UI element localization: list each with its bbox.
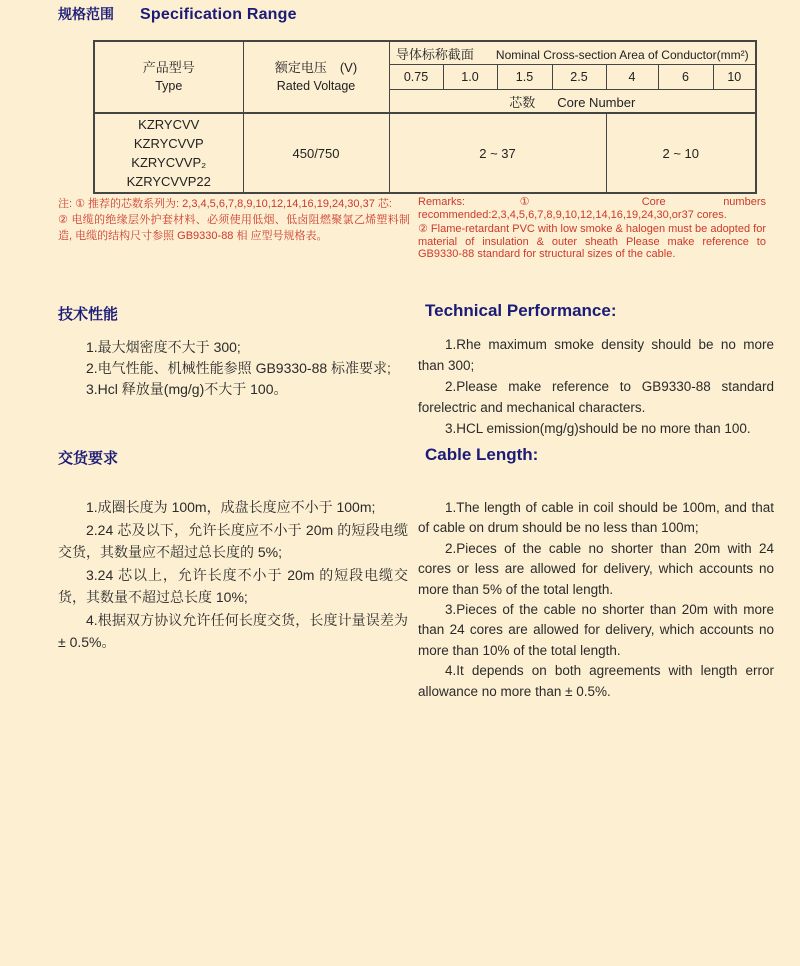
page-title — [58, 4, 297, 24]
tech-performance-list-zh — [58, 337, 406, 400]
col-header-cross-section-en: Nominal Cross-section Area of Conductor(mm²) — [495, 47, 749, 62]
col-header-type — [94, 41, 243, 113]
text-line: KZRYCVVP₂ — [131, 155, 207, 170]
delivery-heading-zh: 交货要求 — [58, 450, 119, 467]
text-line: 3.24 芯以上，允许长度不小于 20m 的短段电缆交货，其数量不超过总长度 10%; — [58, 566, 408, 605]
text-line: ② 电缆的绝缘层外护套材料、必须使用低烟、低卤阻燃聚氯乙烯塑料制造, 电缆的结构尺寸参照 GB9330-88 相 应型号规格表。 — [58, 214, 410, 242]
cable-length-list-en — [418, 498, 774, 702]
size-col-5: 6 — [658, 65, 713, 90]
text-line: 3.HCL emission(mg/g)should be no more than 100. — [445, 421, 751, 436]
core-range-large-sections: 2 ~ 10 — [606, 113, 756, 193]
text-line: KZRYCVVP22 — [126, 174, 211, 189]
text-line: 4.It depends on both agreements with length error allowance no more than ± 0.5%. — [418, 663, 774, 699]
text-line: 1.Rhe maximum smoke density should be no more than 300; — [418, 337, 774, 373]
col-header-voltage-en: Rated Voltage — [276, 79, 356, 93]
specification-table — [93, 40, 757, 194]
text-line: KZRYCVVP — [133, 136, 204, 151]
text-line: ② Flame-retardant PVC with low smoke & halogen must be adopted for material of insulation & outer sheath Please make reference to GB9330-88 standard for structural sizes of the cable. — [418, 223, 766, 261]
text-line: 1.成圈长度为 100m，成盘长度应不小于 100m; — [86, 499, 376, 515]
text-line: 3.Pieces of the cable no shorter than 20m with more than 24 cores are allowed for delivery, which accounts no more than 10% of the total length. — [418, 602, 774, 658]
col-header-cross-section — [389, 41, 756, 65]
size-col-0: 0.75 — [389, 65, 443, 90]
core-number-header — [389, 90, 756, 114]
table-row — [94, 113, 756, 193]
text-line: Remarks:① Core numbers recommended:2,3,4,5,6,7,8,9,10,12,14,16,19,24,30,or37 cores. — [418, 196, 766, 221]
size-col-4: 4 — [606, 65, 658, 90]
col-header-cross-section-zh: 导体标称截面 — [395, 46, 474, 62]
text-line: 3.Hcl 释放量(mg/g)不大于 100。 — [86, 381, 288, 397]
remarks-en — [418, 196, 766, 263]
text-line: 2.Pieces of the cable no shorter than 20m with 24 cores or less are allowed for delivery, which accounts no more than 5% of the total length. — [418, 540, 774, 597]
core-number-en: Core Number — [557, 94, 636, 110]
col-header-type-zh: 产品型号 — [142, 60, 195, 75]
core-range-small-sections: 2 ~ 37 — [389, 113, 606, 193]
tech-performance-heading-zh: 技术性能 — [58, 306, 119, 323]
text-line: 2.24 芯及以下，允许长度应不小于 20m 的短段电缆交货，其数量应不超过总长度的 5%; — [58, 521, 408, 560]
rated-voltage-value: 450/750 — [243, 113, 389, 193]
size-col-3: 2.5 — [552, 65, 606, 90]
core-number-zh: 芯数 — [509, 94, 536, 110]
size-col-6: 10 — [713, 65, 756, 90]
tech-performance-heading-en: Technical Performance: — [425, 301, 617, 320]
tech-performance-list-en — [418, 334, 774, 439]
text-line: 4.根据双方协议允许任何长度交货，长度计量误差为 ± 0.5%。 — [58, 611, 408, 650]
text-line: 1.The length of cable in coil should be 100m, and that of cable on drum should be no less than 100m; — [418, 500, 774, 536]
text-line: 2.电气性能、机械性能参照 GB9330-88 标准要求; — [86, 360, 391, 376]
size-col-2: 1.5 — [497, 65, 552, 90]
page-title-zh: 规格范围 — [58, 6, 114, 22]
text-line: 1.最大烟密度不大于 300; — [86, 339, 241, 355]
text-line: 注: ① 推荐的芯数系列为: 2,3,4,5,6,7,8,9,10,12,14,16,19,24,30,37 芯: — [58, 198, 392, 210]
cable-length-heading-en: Cable Length: — [425, 445, 539, 464]
size-col-1: 1.0 — [443, 65, 497, 90]
page-title-en: Specification Range — [140, 6, 297, 23]
remarks-zh — [58, 196, 410, 244]
col-header-voltage — [243, 41, 389, 113]
product-type-list — [94, 113, 243, 193]
col-header-type-en: Type — [155, 79, 183, 93]
col-header-voltage-zh: 额定电压 (V) — [274, 60, 358, 75]
text-line: 2.Please make reference to GB9330-88 standard forelectric and mechanical characters. — [418, 379, 774, 415]
text-line: KZRYCVV — [138, 117, 200, 132]
delivery-list-zh — [58, 496, 408, 654]
